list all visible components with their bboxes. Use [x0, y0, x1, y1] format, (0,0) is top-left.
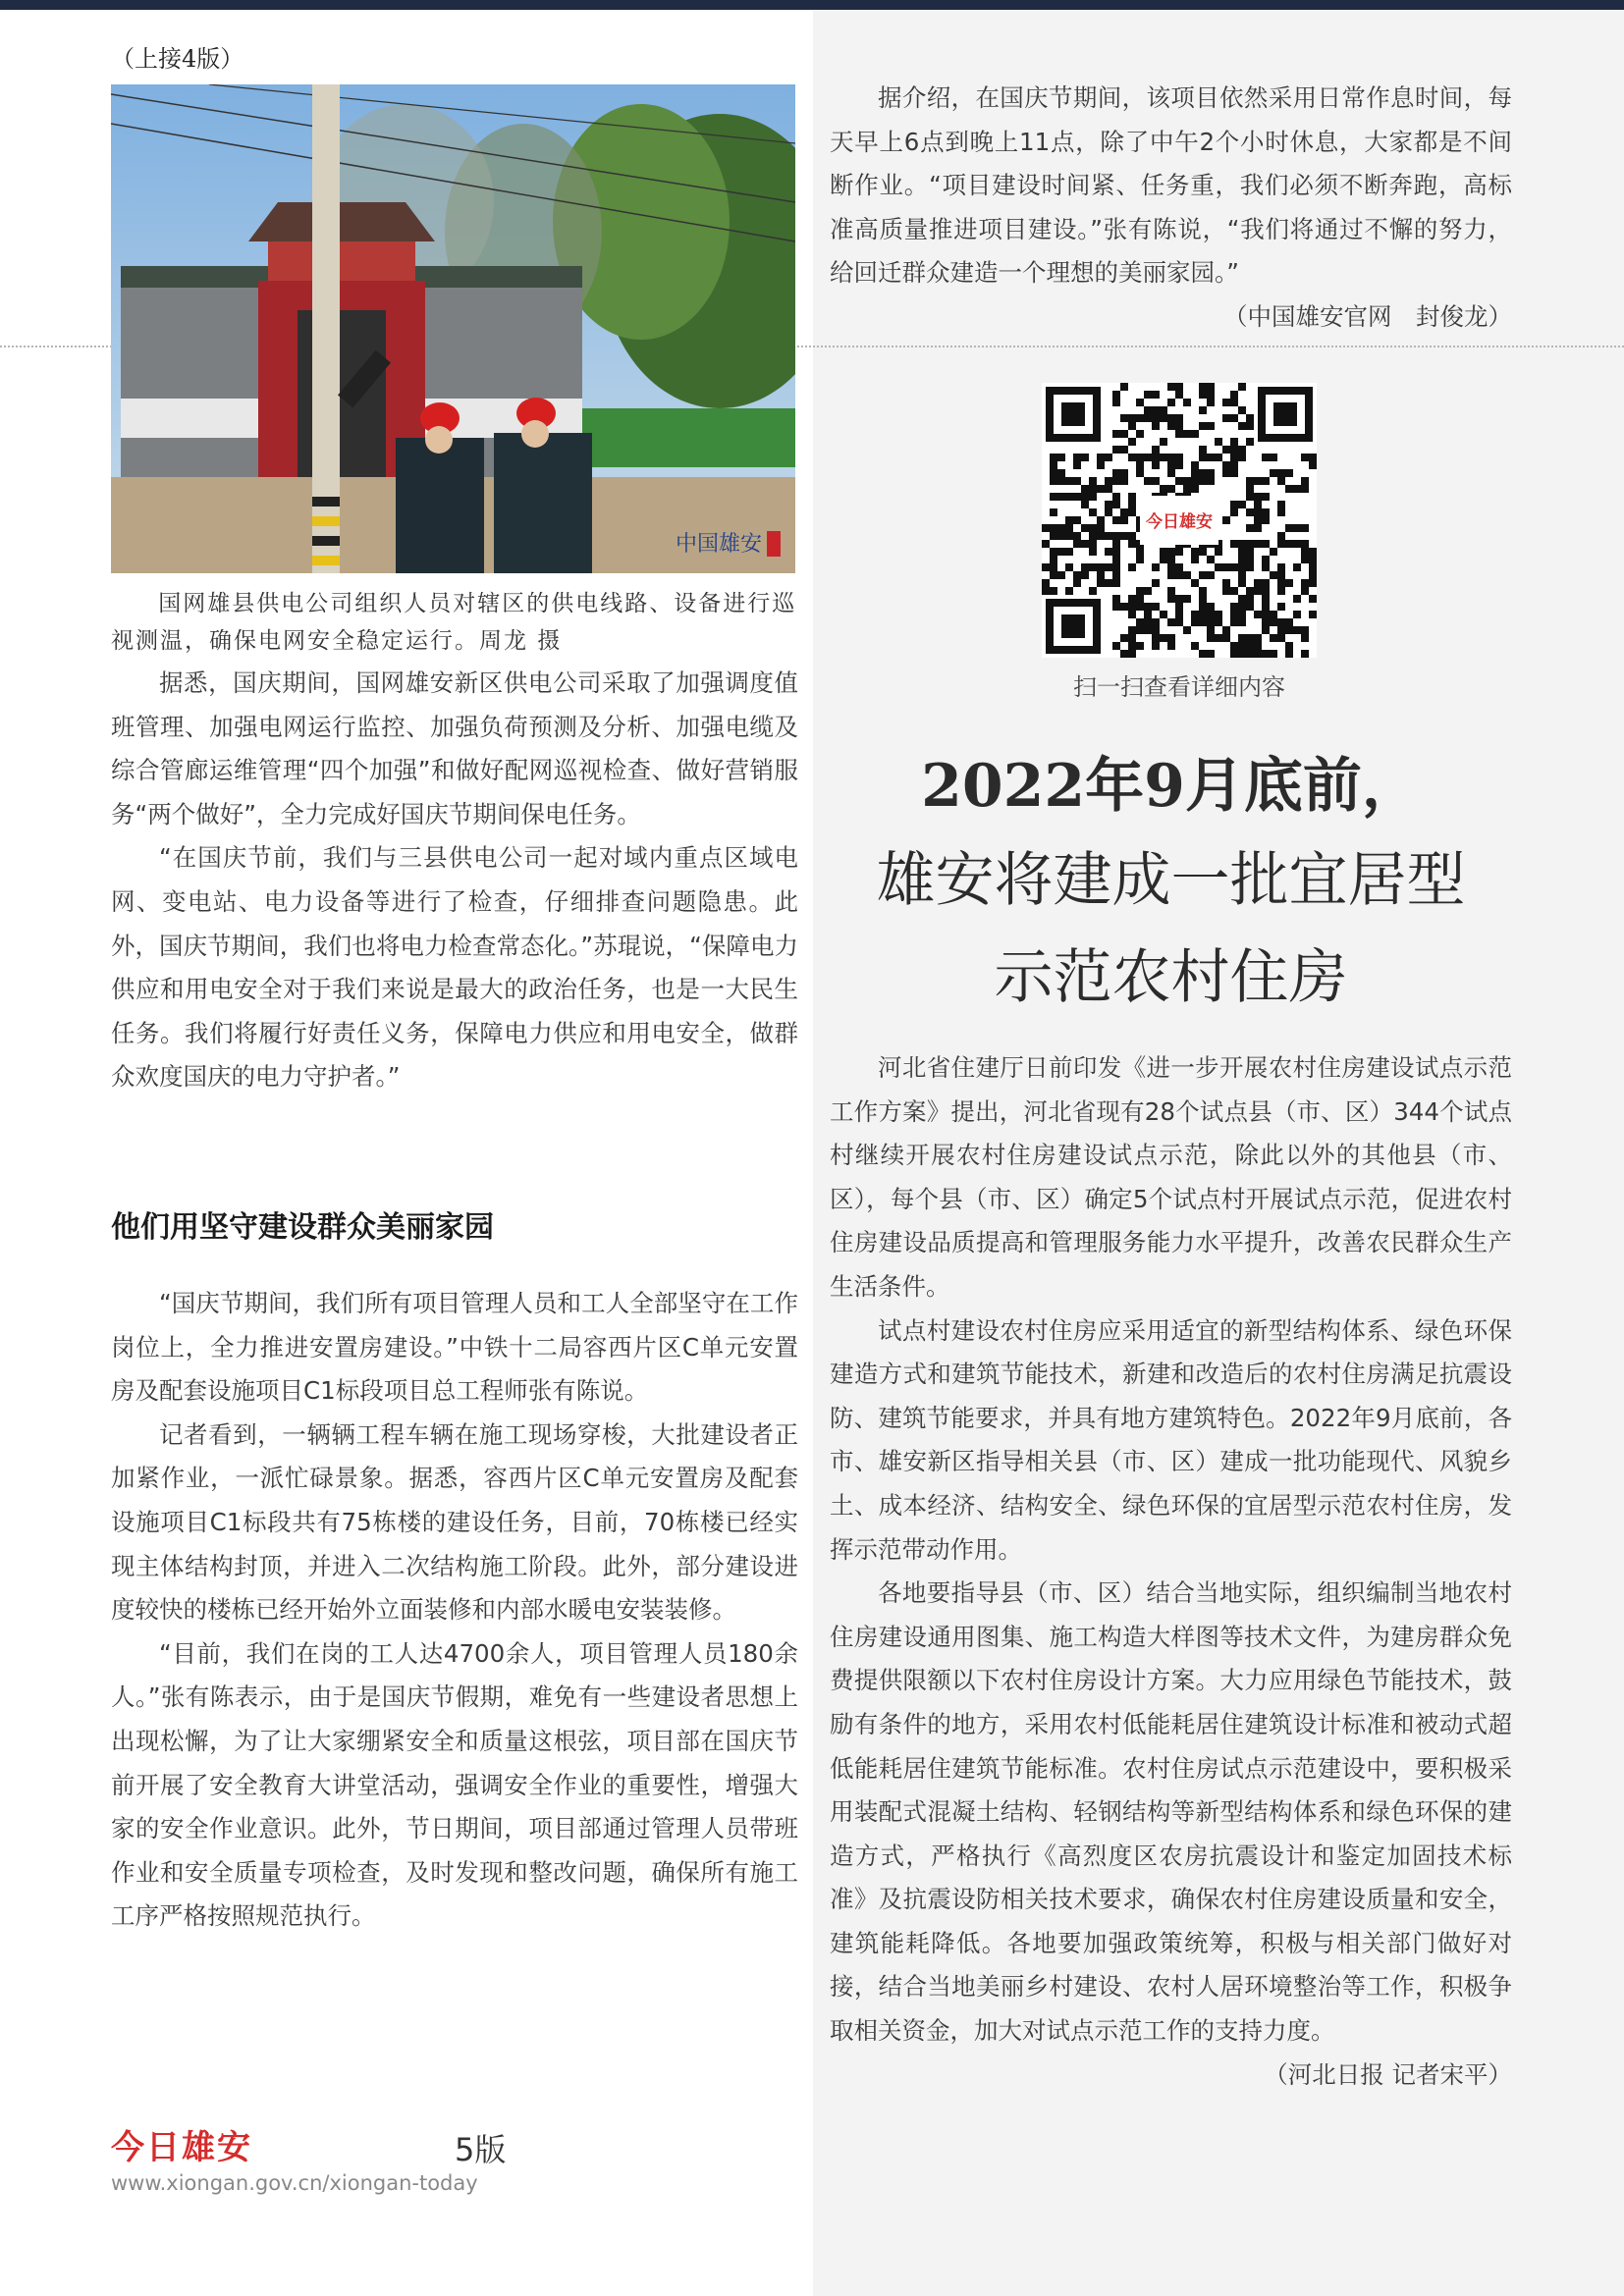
- headline-line-3: 示范农村住房: [994, 943, 1348, 1012]
- left-article-part-1: [111, 662, 798, 1099]
- paragraph: 河北省住建厅日前印发《进一步开展农村住房建设试点示范工作方案》提出，河北省现有28个试点县（市、区）344个试点村继续开展农村住房建设试点示范，除此以外的其他县（市、区），每个县（市、区）确定5个试点村开展试点示范，促进农村住房建设品质提高和管理服务能力水平提升，改善农民群众生产生活条件。: [830, 1053, 1512, 1301]
- continued-note: （上接4版）: [111, 45, 244, 73]
- newspaper-logo: 今日雄安: [111, 2128, 252, 2167]
- page-number: 5版: [455, 2131, 507, 2168]
- left-article-part-2: [111, 1282, 798, 1939]
- headline-line-2: 雄安将建成一批宜居型: [876, 846, 1466, 915]
- paragraph: 记者看到，一辆辆工程车辆在施工现场穿梭，大批建设者正加紧作业，一派忙碌景象。据悉，容西片区C单元安置房及配套设施项目C1标段共有75栋楼的建设任务，目前，70栋楼已经实现主体结构封顶，并进入二次结构施工阶段。此外，部分建设进度较快的楼栋已经开始外立面装修和内部水暖电安装装修。: [111, 1419, 798, 1625]
- top-color-bar: [0, 0, 1624, 10]
- paragraph: 各地要指导县（市、区）结合当地实际，组织编制当地农村住房建设通用图集、施工构造大样图等技术文件，为建房群众免费提供限额以下农村住房设计方案。大力应用绿色节能技术，鼓励有条件的地方，采用农村低能耗居住建筑设计标准和被动式超低能耗居住建筑节能标准。农村住房试点示范建设中，要积极采用装配式混凝土结构、轻钢结构等新型结构体系和绿色环保的建造方式，严格执行《高烈度区农房抗震设计和鉴定加固技术标准》及抗震设防相关技术要求，确保农村住房建设质量和安全，建筑能耗降低。各地要加强政策统筹，积极与相关部门做好对接，结合当地美丽乡村建设、农村人居环境整治等工作，积极争取相关资金，加大对试点示范工作的支持力度。: [830, 1578, 1512, 2046]
- photo-illustration: [111, 84, 795, 573]
- paragraph: 试点村建设农村住房应采用适宜的新型结构体系、绿色环保建造方式和建筑节能技术，新建和改造后的农村住房满足抗震设防、建筑节能要求，并具有地方建筑特色。2022年9月底前，各市、雄安新区指导相关县（市、区）建成一批功能现代、风貌乡土、成本经济、结构安全、绿色环保的宜居型示范农村住房，发挥示范带动作用。: [830, 1315, 1512, 1564]
- qr-code-graphic: [1042, 383, 1317, 658]
- right-article-part-1: [830, 77, 1512, 340]
- photo-watermark: 中国雄安: [676, 532, 763, 557]
- paragraph: “国庆节期间，我们所有项目管理人员和工人全部坚守在工作岗位上，全力推进安置房建设。”中铁十二局容西片区C单元安置房及配套设施项目C1标段项目总工程师张有陈说。: [111, 1289, 798, 1406]
- paragraph: 据介绍，在国庆节期间，该项目依然采用日常作息时间，每天早上6点到晚上11点，除了中午2个小时休息，大家都是不间断作业。“项目建设时间紧、任务重，我们必须不断奔跑，高标准高质量推进项目建设。”张有陈说，“我们将通过不懈的努力，给回迁群众建造一个理想的美丽家园。”: [830, 83, 1512, 288]
- paragraph: 据悉，国庆期间，国网雄安新区供电公司采取了加强调度值班管理、加强电网运行监控、加强负荷预测及分析、加强电缆及综合管廊运维管理“四个加强”和做好配网巡视检查、做好营销服务“两个做好”，全力完成好国庆节期间保电任务。: [111, 668, 798, 828]
- website-url[interactable]: www.xiongan.gov.cn/xiongan-today: [111, 2171, 478, 2195]
- headline-line-1: 2022年9月底前，: [921, 752, 1421, 821]
- paragraph: “目前，我们在岗的工人达4700余人，项目管理人员180余人。”张有陈表示，由于是国庆节假期，难免有一些建设者思想上出现松懈，为了让大家绷紧安全和质量这根弦，项目部在国庆节前开展了安全教育大讲堂活动，强调安全作业的重要性，增强大家的安全作业意识。此外，节日期间，项目部通过管理人员带班作业和安全质量专项检查，及时发现和整改问题，确保所有施工工序严格按照规范执行。: [111, 1638, 798, 1931]
- section-heading: 他们用坚守建设群众美丽家园: [111, 1210, 494, 1245]
- right-article-part-2: [830, 1046, 1512, 2097]
- qr-code[interactable]: [1042, 383, 1317, 658]
- article-source: （河北日报 记者宋平）: [1264, 2059, 1512, 2089]
- news-photo: [111, 84, 795, 573]
- qr-caption: 扫一扫查看详细内容: [1073, 673, 1285, 701]
- photo-caption: 国网雄县供电公司组织人员对辖区的供电线路、设备进行巡视测温，确保电网安全稳定运行。周龙 摄: [111, 591, 797, 654]
- qr-center-label: 今日雄安: [1146, 512, 1213, 532]
- article-headline: [830, 741, 1512, 1026]
- article-source: （中国雄安官网 封俊龙）: [1223, 301, 1512, 331]
- paragraph: “在国庆节前，我们与三县供电公司一起对域内重点区域电网、变电站、电力设备等进行了检查，仔细排查问题隐患。此外，国庆节期间，我们也将电力检查常态化。”苏琨说，“保障电力供应和用电安全对于我们来说是最大的政治任务，也是一大民生任务。我们将履行好责任义务，保障电力供应和用电安全，做群众欢度国庆的电力守护者。”: [111, 843, 798, 1092]
